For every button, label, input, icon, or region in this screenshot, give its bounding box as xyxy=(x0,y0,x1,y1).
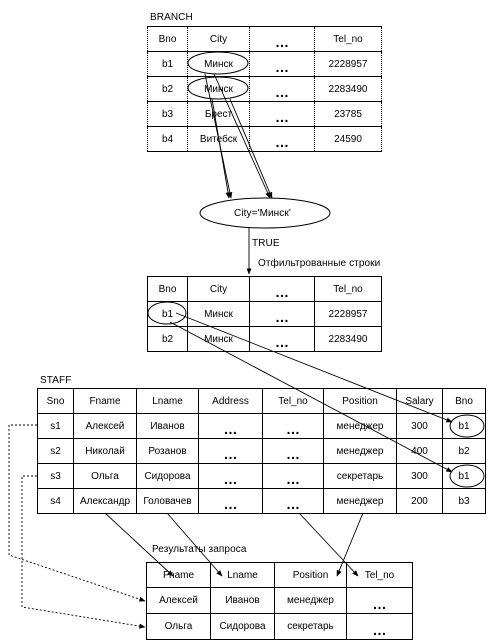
result-cell: … xyxy=(347,588,413,614)
arrow-city-to-condition xyxy=(230,99,272,198)
staff-cell: b1 xyxy=(443,414,486,439)
filtered-cell: b1 xyxy=(148,302,188,327)
result-header-cell: Lname xyxy=(211,563,275,588)
branch-cell: Брест xyxy=(188,102,250,127)
staff-header-cell: Fname xyxy=(74,389,137,414)
branch-cell: b1 xyxy=(148,52,188,77)
arrow-city-to-condition xyxy=(212,99,229,198)
staff-cell: Александр xyxy=(74,489,137,514)
branch-cell: … xyxy=(250,52,315,77)
staff-cell: s1 xyxy=(38,414,74,439)
result-header-cell: Fname xyxy=(147,563,211,588)
arrow-lname-to-result xyxy=(167,513,222,576)
result-header-cell: Position xyxy=(275,563,347,588)
filtered-caption: Отфильтрованные строки xyxy=(258,258,381,269)
branch-header-cell: … xyxy=(250,27,315,52)
staff-cell: Розанов xyxy=(137,439,199,464)
filtered-cell: Минск xyxy=(188,302,250,327)
staff-cell: … xyxy=(199,464,263,489)
branch-cell: Минск xyxy=(188,52,250,77)
staff-cell: Сидорова xyxy=(137,464,199,489)
result-cell: Ольга xyxy=(147,614,211,640)
staff-cell: … xyxy=(199,489,263,514)
result-cell: Алексей xyxy=(147,588,211,614)
filtered-cell: … xyxy=(250,327,315,352)
staff-cell: … xyxy=(199,414,263,439)
filtered-cell: 2228957 xyxy=(315,302,382,327)
branch-cell: … xyxy=(250,77,315,102)
staff-cell: … xyxy=(263,439,324,464)
branch-cell: Минск xyxy=(188,77,250,102)
arrow-bno-to-staff-s1 xyxy=(176,313,452,422)
branch-cell: b4 xyxy=(148,127,188,152)
filtered-cell: 2283490 xyxy=(315,327,382,352)
highlight-ellipse-city-2 xyxy=(188,77,248,99)
result-cell: Иванов xyxy=(211,588,275,614)
staff-cell: b3 xyxy=(443,489,486,514)
staff-header-cell: Salary xyxy=(397,389,443,414)
filtered-header-cell: City xyxy=(188,277,250,302)
staff-cell: … xyxy=(263,414,324,439)
arrow-fname-to-result xyxy=(105,513,173,576)
staff-cell: s4 xyxy=(38,489,74,514)
result-title: Результаты запроса xyxy=(152,544,247,555)
dashed-link-s3-to-result xyxy=(22,476,145,627)
branch-cell: 24590 xyxy=(315,127,382,152)
staff-cell: менеджер xyxy=(324,489,397,514)
staff-cell: 300 xyxy=(397,464,443,489)
result-header-cell: Tel_no xyxy=(347,563,413,588)
branch-cell: … xyxy=(250,102,315,127)
branch-header-cell: Tel_no xyxy=(315,27,382,52)
filtered-header-cell: … xyxy=(250,277,315,302)
highlight-ellipse-city-1 xyxy=(188,52,248,74)
filtered-header-cell: Bno xyxy=(148,277,188,302)
staff-header-cell: Address xyxy=(199,389,263,414)
arrow-telno-to-result xyxy=(299,513,358,576)
staff-cell: Алексей xyxy=(74,414,137,439)
staff-cell: менеджер xyxy=(324,414,397,439)
staff-cell: … xyxy=(263,464,324,489)
staff-cell: 300 xyxy=(397,414,443,439)
staff-title: STAFF xyxy=(40,375,72,386)
filtered-header-cell: Tel_no xyxy=(315,277,382,302)
branch-cell: … xyxy=(250,127,315,152)
true-label: TRUE xyxy=(252,238,280,249)
staff-cell: менеджер xyxy=(324,439,397,464)
filtered-cell: Минск xyxy=(188,327,250,352)
branch-header-cell: Bno xyxy=(148,27,188,52)
staff-header-cell: Tel_no xyxy=(263,389,324,414)
staff-cell: 400 xyxy=(397,439,443,464)
staff-cell: секретарь xyxy=(324,464,397,489)
staff-header-cell: Bno xyxy=(443,389,486,414)
filtered-cell: … xyxy=(250,302,315,327)
staff-header-cell: Lname xyxy=(137,389,199,414)
result-cell: Сидорова xyxy=(211,614,275,640)
highlight-ellipse-bno-filtered xyxy=(148,302,186,324)
staff-cell: … xyxy=(263,489,324,514)
branch-cell: Витебск xyxy=(188,127,250,152)
arrow-position-to-result xyxy=(337,513,363,576)
staff-cell: b2 xyxy=(443,439,486,464)
branch-cell: 23785 xyxy=(315,102,382,127)
staff-cell: s2 xyxy=(38,439,74,464)
staff-cell: Ольга xyxy=(74,464,137,489)
staff-cell: s3 xyxy=(38,464,74,489)
staff-header-cell: Position xyxy=(324,389,397,414)
highlight-ellipse-bno-s3 xyxy=(450,465,484,487)
branch-cell: 2283490 xyxy=(315,77,382,102)
arrow-city-to-condition xyxy=(214,74,270,198)
dashed-link-s1-to-result xyxy=(9,425,145,601)
arrow-bno-to-staff-s3 xyxy=(170,322,452,472)
staff-cell: Иванов xyxy=(137,414,199,439)
staff-cell: b1 xyxy=(443,464,486,489)
branch-title: BRANCH xyxy=(150,12,193,23)
staff-cell: Головачев xyxy=(137,489,199,514)
staff-cell: Николай xyxy=(74,439,137,464)
result-cell: менеджер xyxy=(275,588,347,614)
branch-cell: 2228957 xyxy=(315,52,382,77)
staff-cell: 200 xyxy=(397,489,443,514)
staff-header-cell: Sno xyxy=(38,389,74,414)
highlight-ellipse-bno-s1 xyxy=(450,415,484,437)
condition-ellipse xyxy=(200,198,330,228)
filtered-cell: b2 xyxy=(148,327,188,352)
filter-condition: City='Минск' xyxy=(234,208,291,219)
branch-header-cell: City xyxy=(188,27,250,52)
result-cell: секретарь xyxy=(275,614,347,640)
branch-cell: b3 xyxy=(148,102,188,127)
result-cell: … xyxy=(347,614,413,640)
branch-cell: b2 xyxy=(148,77,188,102)
staff-cell: … xyxy=(199,439,263,464)
